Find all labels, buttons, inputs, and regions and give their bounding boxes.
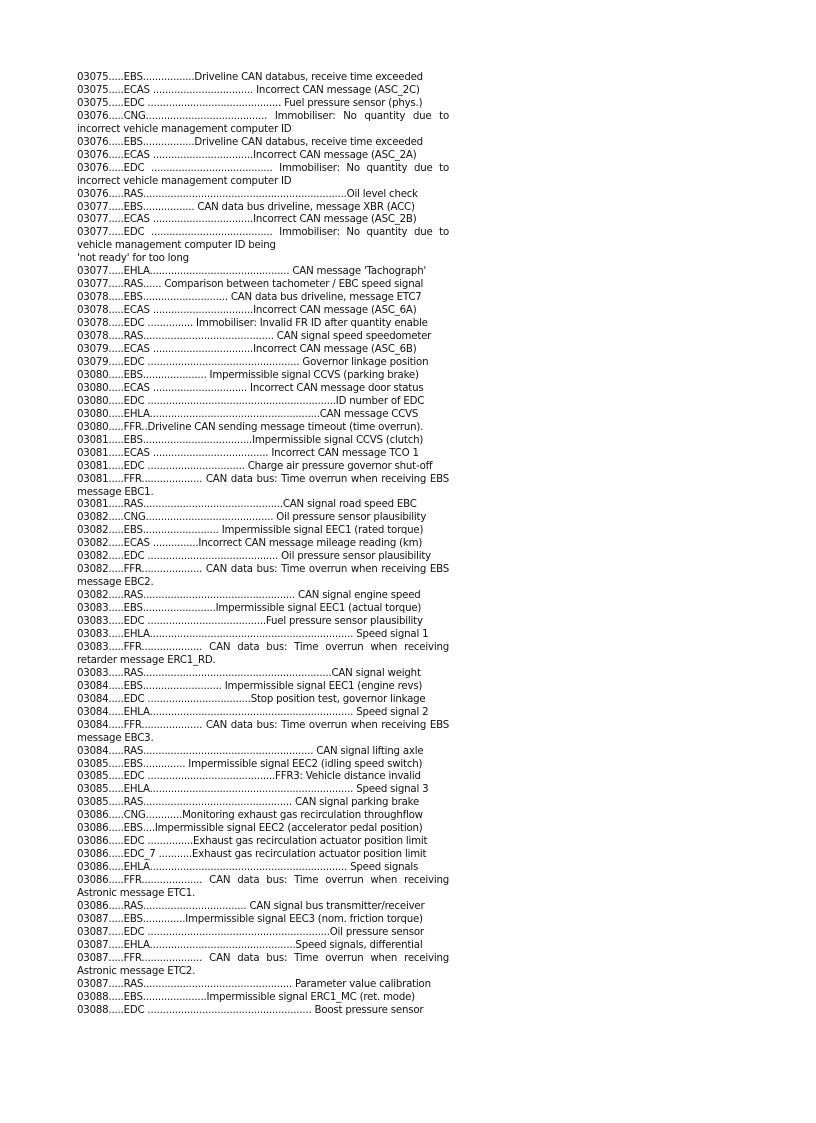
fault-code-line: 03078.....ECAS .................................Incorrect CAN message (ASC_6A): [77, 305, 417, 317]
fault-code-line: 03083.....FFR.................... CAN data bus: Time overrun when receiving retarder message ERC1_RD.: [77, 641, 449, 666]
fault-code-line: 03076.....ECAS .................................Incorrect CAN message (ASC_2A): [77, 149, 417, 161]
fault-code-line: 03078.....RAS........................................... CAN signal speed speedometer: [77, 331, 432, 343]
fault-code-line: 03075.....EDC ............................................ Fuel pressure sensor (phys.): [77, 97, 423, 109]
fault-code-line: 03084.....RAS........................................................ CAN signal lifting axle: [77, 745, 424, 757]
fault-code-line: 03076.....EBS.................Driveline CAN databus, receive time exceeded: [77, 136, 423, 148]
fault-code-line: 03081.....ECAS ...................................... Incorrect CAN message TCO 1: [77, 447, 419, 459]
fault-code-line: 03076.....CNG........................................ Immobiliser: No quantity due to incorrect vehicle management computer ID: [77, 110, 449, 135]
fault-code-line: 03086.....EDC ...............Exhaust gas recirculation actuator position limit: [77, 836, 428, 848]
fault-code-line: 03078.....EDC ............... Immobiliser: Invalid FR ID after quantity enable: [77, 318, 428, 330]
fault-code-line: 03083.....EHLA................................................................... Speed signal 1: [77, 628, 429, 640]
fault-code-line: 03077.....EBS................. CAN data bus driveline, message XBR (ACC): [77, 201, 415, 213]
fault-code-line: 03087.....FFR.................... CAN data bus: Time overrun when receiving Astronic message ETC2.: [77, 952, 449, 977]
fault-code-line: 03076.....EDC ........................................ Immobiliser: No quantity due to incorrect vehicle management computer ID: [77, 162, 449, 187]
fault-code-line: 03085.....EBS.............. Impermissible signal EEC2 (idling speed switch): [77, 758, 423, 770]
fault-code-line: 03080.....EHLA........................................................CAN message CCVS: [77, 408, 419, 420]
fault-code-line: 03086.....FFR.................... CAN data bus: Time overrun when receiving Astronic message ETC1.: [77, 875, 449, 900]
fault-code-line: 03084.....EBS.......................... Impermissible signal EEC1 (engine revs): [77, 680, 423, 692]
fault-code-line: 03080.....ECAS ............................... Incorrect CAN message door status: [77, 382, 424, 394]
fault-code-line: 03076.....RAS...................................................................Oil level check: [77, 188, 418, 200]
fault-code-line: 03084.....FFR.................... CAN data bus: Time overrun when receiving EBS message EBC3.: [77, 719, 449, 744]
fault-code-line: 03086.....EDC_7 ...........Exhaust gas recirculation actuator position limit: [77, 849, 427, 861]
fault-code-line: 03082.....EBS......................... Impermissible signal EEC1 (rated torque): [77, 525, 424, 537]
fault-code-line: 03077.....EDC ........................................ Immobiliser: No quantity due to vehicle management computer ID being: [77, 227, 449, 252]
fault-code-line: 03081.....EBS....................................Impermissible signal CCVS (clutch): [77, 434, 424, 446]
fault-code-list: [77, 72, 449, 1018]
fault-code-line: 03086.....RAS.................................. CAN signal bus transmitter/receiver: [77, 901, 425, 912]
fault-code-line: 03081.....FFR.................... CAN data bus: Time overrun when receiving EBS message EBC1.: [77, 473, 449, 498]
fault-code-line: 03087.....EHLA................................................Speed signals, differential: [77, 939, 423, 951]
fault-code-line: 03082.....CNG.......................................... Oil pressure sensor plausibility: [77, 512, 427, 524]
fault-code-line: 03080.....EDC ..............................................................ID number of EDC: [77, 395, 425, 407]
fault-code-line: 03082.....EDC ........................................... Oil pressure sensor plausibility: [77, 551, 431, 563]
fault-code-line: 03082.....FFR.................... CAN data bus: Time overrun when receiving EBS message EBC2.: [77, 564, 449, 589]
fault-code-line: 03088.....EDC ...................................................... Boost pressure sensor: [77, 1004, 424, 1016]
fault-code-line: 03085.....EDC ..........................................FFR3: Vehicle distance invalid: [77, 771, 421, 783]
fault-code-line: 03080.....FFR..Driveline CAN sending message timeout (time overrun).: [77, 421, 424, 433]
fault-code-line: 03087.....EBS..............Impermissible signal EEC3 (nom. friction torque): [77, 913, 423, 925]
fault-code-line: 03081.....EDC ................................ Charge air pressure governor shut-off: [77, 460, 433, 472]
fault-code-line: 03077.....EHLA.............................................. CAN message 'Tachograph': [77, 266, 427, 278]
fault-code-line: 03077.....RAS...... Comparison between tachometer / EBC speed signal: [77, 279, 424, 291]
fault-code-line: 03078.....EBS............................ CAN data bus driveline, message ETC7: [77, 292, 422, 304]
fault-code-line: 03086.....CNG............Monitoring exhaust gas recirculation throughflow: [77, 810, 423, 822]
fault-code-line: 03086.....EBS....Impermissible signal EEC2 (accelerator pedal position): [77, 823, 423, 835]
fault-code-line: 03083.....RAS..............................................................CAN signal weight: [77, 667, 421, 679]
fault-code-line: 03079.....EDC .................................................. Governor linkage position: [77, 356, 429, 368]
fault-code-line: 03075.....ECAS ................................. Incorrect CAN message (ASC_2C): [77, 84, 420, 96]
fault-code-line: 03079.....ECAS .................................Incorrect CAN message (ASC_6B): [77, 344, 417, 356]
fault-code-line: 03084.....EHLA................................................................... Speed signal 2: [77, 706, 429, 718]
fault-code-line: 03075.....EBS.................Driveline CAN databus, receive time exceeded: [77, 72, 423, 83]
fault-code-line: 03085.....RAS................................................. CAN signal parking brake: [77, 797, 420, 809]
fault-code-line: 03084.....EDC ..................................Stop position test, governor linkage: [77, 693, 426, 705]
fault-code-line: 03080.....EBS..................... Impermissible signal CCVS (parking brake): [77, 369, 419, 381]
fault-code-line: 03085.....EHLA................................................................... Speed signal 3: [77, 784, 429, 796]
fault-code-line: 03083.....EBS........................Impermissible signal EEC1 (actual torque): [77, 603, 422, 615]
fault-code-line: 'not ready' for too long: [77, 253, 189, 265]
fault-code-line: 03087.....EDC ............................................................Oil pressure sensor: [77, 926, 424, 938]
fault-code-line: 03087.....RAS................................................. Parameter value calibration: [77, 978, 431, 990]
fault-code-line: 03082.....RAS.................................................. CAN signal engine speed: [77, 590, 421, 602]
fault-code-line: 03082.....ECAS ...............Incorrect CAN message mileage reading (km): [77, 538, 423, 550]
fault-code-line: 03086.....EHLA................................................................. Speed signals: [77, 862, 419, 874]
fault-code-line: 03077.....ECAS .................................Incorrect CAN message (ASC_2B): [77, 214, 417, 226]
fault-code-line: 03088.....EBS.....................Impermissible signal ERC1_MC (ret. mode): [77, 991, 415, 1003]
fault-code-line: 03083.....EDC .......................................Fuel pressure sensor plausibility: [77, 616, 423, 628]
fault-code-line: 03081.....RAS..............................................CAN signal road speed EBC: [77, 499, 417, 511]
